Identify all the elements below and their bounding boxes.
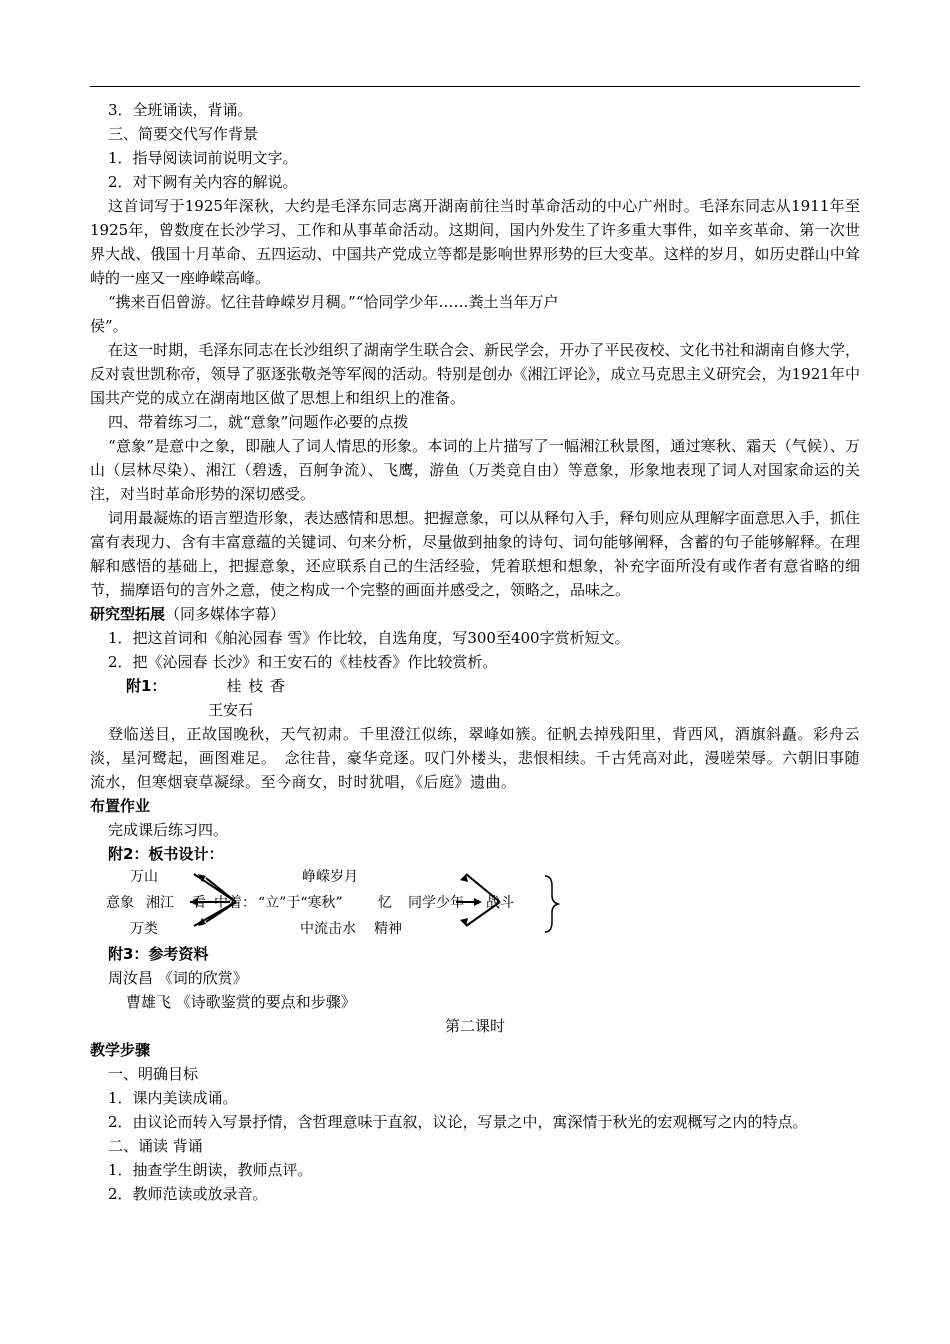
item-2: 2．对下阙有关内容的解说。: [108, 173, 298, 191]
poem-author: 王安石: [208, 701, 254, 719]
research-heading: 研究型拓展: [90, 605, 166, 623]
appendix-1-label: 附1：: [126, 677, 167, 695]
imagery-paragraph: “意象”是意中之象，即融人了词人情思的形象。本词的上片描写了一幅湘江秋景图，通过寒秋、霜天（气候）、万山（层林尽染）、湘江（碧透，百舸争流）、飞鹰，游鱼（万类竞自由）等意象，形象地表现了词人对国家命运的关注，对当时革命形势的深切感受。: [90, 437, 860, 503]
board-zhandou: 战斗: [486, 895, 514, 911]
appendix-2-heading: 附2：板书设计：: [108, 845, 224, 863]
appendix-1-line: [90, 674, 860, 698]
appendix-3-heading: 附3：参考资料: [108, 945, 209, 963]
board-li: “立”于“寒秋”: [258, 895, 343, 911]
board-tongxue: 同学少年: [408, 895, 464, 911]
section-4-heading: 四、带着练习二，就“意象”问题作必要的点拨: [108, 413, 409, 431]
board-wanlei: 万类: [130, 921, 158, 937]
board-wanshan: 万山: [130, 869, 158, 885]
board-zhongliu: 中流击水: [300, 921, 356, 937]
step-2-heading: 二、诵读 背诵: [108, 1137, 203, 1155]
research-heading-line: [90, 602, 860, 626]
goal-2: 2．由议论而转入写景抒情，含哲理意味于直叙，议论，写景之中，寓深情于秋光的宏观概写之内的特点。: [108, 1113, 808, 1131]
background-paragraph: 这首词写于1925年深秋，大约是毛泽东同志离开湖南前往当时革命活动的中心广州时。毛泽东同志从1911年至1925年，曾数度在长沙学习、工作和从事革命活动。这期间，国内外发生了许多重大事件，如辛亥革命、第一次世界大战、俄国十月革命、五四运动、中国共产党成立等都是影响世界形势的巨大变革。这样的岁月，如历史群山中耸峙的一座又一座峥嵘高峰。: [90, 197, 860, 287]
research-item-1: 1．把这首词和《舶沁园春 雪》作比较，自选角度，写300至400字赏析短文。: [108, 629, 630, 647]
homework-item: 完成课后练习四。: [108, 821, 229, 839]
quote-line: “携来百侣曾游。忆往昔峥嵘岁月稠。”“恰同学少年……粪土当年万户: [108, 293, 559, 311]
research-item-2: 2．把《沁园春 长沙》和王安石的《桂枝香》作比较赏析。: [108, 653, 498, 671]
reference-1: 周汝昌 《词的欣赏》: [108, 969, 248, 987]
poem-title: 桂 枝 香: [226, 677, 286, 695]
language-paragraph: 词用最凝炼的语言塑造形象，表达感情和思想。把握意象，可以从释句入手，释句则应从理解字面意思入手，抓住富有表现力、含有丰富意蕴的关键词、句来分析，尽量做到抽象的诗句、词句能够阐释，含蓄的句子能够解释。在理解和感悟的基础上，把握意象，还应联系自己的生活经验，凭着联想和想象，补充字面所没有或作者有意省略的细节，揣摩语句的言外之意，使之构成一个完整的画面并感受之，领略之，品味之。: [90, 509, 860, 599]
board-xiangjiang: 湘江: [146, 895, 174, 911]
activity-paragraph: 在这一时期，毛泽东同志在长沙组织了湖南学生联合会、新民学会，开办了平民夜校、文化书社和湖南自修大学，反对袁世凯称帝，领导了驱逐张敬尧等军阀的活动。特别是创办《湘江评论》，成立马克思主义研究会，为1921年中国共产党的成立在湖南地区做了思想上和组织上的准备。: [90, 341, 860, 407]
board-yi: 忆: [378, 895, 392, 911]
document-body: [90, 98, 860, 1206]
goal-1: 1．课内美读成诵。: [108, 1089, 238, 1107]
board-yixiang: 意象: [106, 895, 134, 911]
recite-2: 2．教师范读或放录音。: [108, 1185, 268, 1203]
teaching-steps-heading: 教学步骤: [90, 1041, 151, 1059]
reference-2: 曹雄飞 《诗歌鉴赏的要点和步骤》: [126, 993, 356, 1011]
board-zhongzhe: 中着：: [214, 895, 256, 911]
recite-1: 1．抽查学生朗读，教师点评。: [108, 1161, 313, 1179]
section-3-heading: 三、简要交代写作背景: [108, 125, 259, 143]
board-zhengrong: 峥嵘岁月: [302, 869, 358, 885]
board-kan: 看: [192, 895, 206, 911]
item-1: 1．指导阅读词前说明文字。: [108, 149, 298, 167]
homework-heading: 布置作业: [90, 797, 151, 815]
poem-text: 登临送目，正故国晚秋，天气初肃。千里澄江似练，翠峰如簇。征帆去掉残阳里，背西风，酒旗斜矗。彩舟云淡，星河鹭起，画图难足。 念往昔，豪华竞逐。叹门外楼头，悲恨相续。千古凭高对此，漫嗟荣辱。六朝旧事随流水，但寒烟衰草凝绿。至今商女，时时犹唱，《后庭》遗曲。: [90, 725, 860, 791]
lesson-2-title: 第二课时: [444, 1017, 505, 1035]
step-3: 3．全班诵读，背诵。: [108, 101, 253, 119]
board-design-diagram: [90, 866, 860, 942]
quote-line-end: 侯”。: [90, 317, 128, 335]
header-rule: [90, 86, 860, 87]
research-note: （同多媒体字幕）: [165, 605, 286, 623]
step-1-heading: 一、明确目标: [108, 1065, 199, 1083]
board-jingshen: 精神: [374, 921, 402, 937]
